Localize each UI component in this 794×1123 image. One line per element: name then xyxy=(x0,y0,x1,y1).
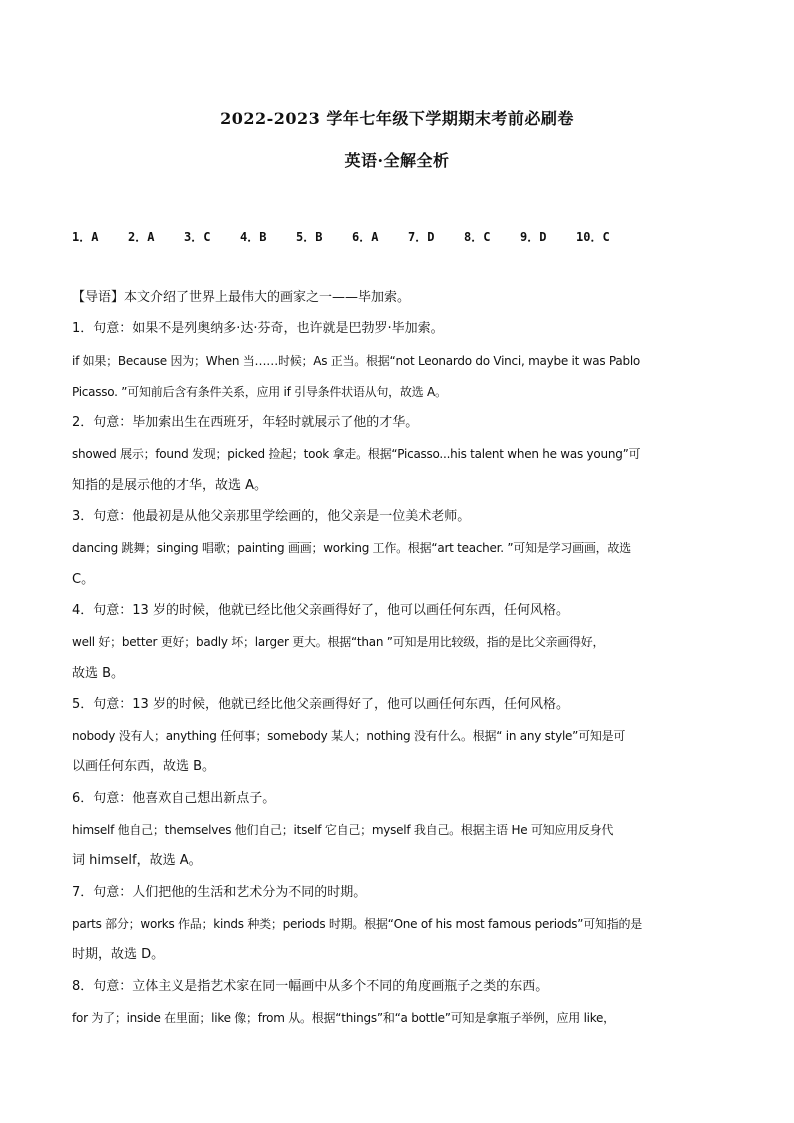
question-meaning: 5．句意：13 岁的时候，他就已经比他父亲画得好了，他可以画任何东西，任何风格。 xyxy=(72,696,569,712)
question-meaning: 4．句意：13 岁的时候，他就已经比他父亲画得好了，他可以画任何东西，任何风格。 xyxy=(72,602,569,618)
answer-item: 7．D xyxy=(408,230,435,244)
document-title: 2022-2023 学年七年级下学期期末考前必刷卷 xyxy=(220,109,574,128)
answer-key xyxy=(72,228,646,245)
explanation-line: parts 部分；works 作品；kinds 种类；periods 时期。根据“One of his most famous periods”可知指的是 xyxy=(72,916,643,931)
intro-line: 【导语】本文介绍了世界上最伟大的画家之一——毕加索。 xyxy=(72,290,411,305)
answer-item: 1．A xyxy=(72,230,99,244)
answer-item: 2．A xyxy=(128,230,155,244)
explanation-line: if 如果；Because 因为；When 当……时候；As 正当。根据“not Leonardo do Vinci, maybe it was Pablo xyxy=(72,353,640,368)
answer-item: 6．A xyxy=(352,230,379,244)
explanation-line: dancing 跳舞；singing 唱歌；painting 画画；working 工作。根据“art teacher. ”可知是学习画画，故选 xyxy=(72,541,631,556)
explanation-line: Picasso. ”可知前后含有条件关系，应用 if 引导条件状语从句，故选 A。 xyxy=(72,384,447,399)
explanation-line: 故选 B。 xyxy=(72,665,125,681)
answer-item: 3．C xyxy=(184,230,211,244)
answer-item: 5．B xyxy=(296,230,323,244)
explanation-line: 时期，故选 D。 xyxy=(72,947,165,963)
question-meaning: 1．句意：如果不是列奥纳多·达·芬奇，也许就是巴勃罗·毕加索。 xyxy=(72,321,444,337)
explanation-line: 以画任何东西，故选 B。 xyxy=(72,759,216,775)
explanation-line: nobody 没有人；anything 任何事；somebody 某人；nothing 没有什么。根据“ in any style”可知是可 xyxy=(72,729,626,744)
question-meaning: 7．句意：人们把他的生活和艺术分为不同的时期。 xyxy=(72,884,367,900)
question-meaning: 3．句意：他最初是从他父亲那里学绘画的，他父亲是一位美术老师。 xyxy=(72,509,471,525)
explanation-line: 词 himself，故选 A。 xyxy=(72,853,202,869)
answer-item: 9．D xyxy=(520,230,547,244)
explanation-line: showed 展示；found 发现；picked 捡起；took 拿走。根据“Picasso...his talent when he was young”可 xyxy=(72,447,641,462)
question-meaning: 2．句意：毕加索出生在西班牙，年轻时就展示了他的才华。 xyxy=(72,415,419,431)
question-meaning: 8．句意：立体主义是指艺术家在同一幅画中从多个不同的角度画瓶子之类的东西。 xyxy=(72,978,549,994)
question-meaning: 6．句意：他喜欢自己想出新点子。 xyxy=(72,790,276,806)
explanation-line: himself 他自己；themselves 他们自己；itself 它自己；myself 我自己。根据主语 He 可知应用反身代 xyxy=(72,823,614,838)
explanation-line: C。 xyxy=(72,571,95,587)
answer-item: 10．C xyxy=(576,230,610,244)
document-subtitle: 英语·全解全析 xyxy=(344,151,450,170)
answer-item: 4．B xyxy=(240,230,267,244)
explanation-body xyxy=(72,287,682,1038)
explanation-line: well 好；better 更好；badly 坏；larger 更大。根据“than ”可知是用比较级，指的是比父亲画得好， xyxy=(72,635,605,650)
explanation-line: 知指的是展示他的才华，故选 A。 xyxy=(72,477,268,493)
answer-item: 8．C xyxy=(464,230,491,244)
explanation-line: for 为了；inside 在里面；like 像；from 从。根据“things”和“a bottle”可知是拿瓶子举例，应用 like， xyxy=(72,1010,615,1025)
